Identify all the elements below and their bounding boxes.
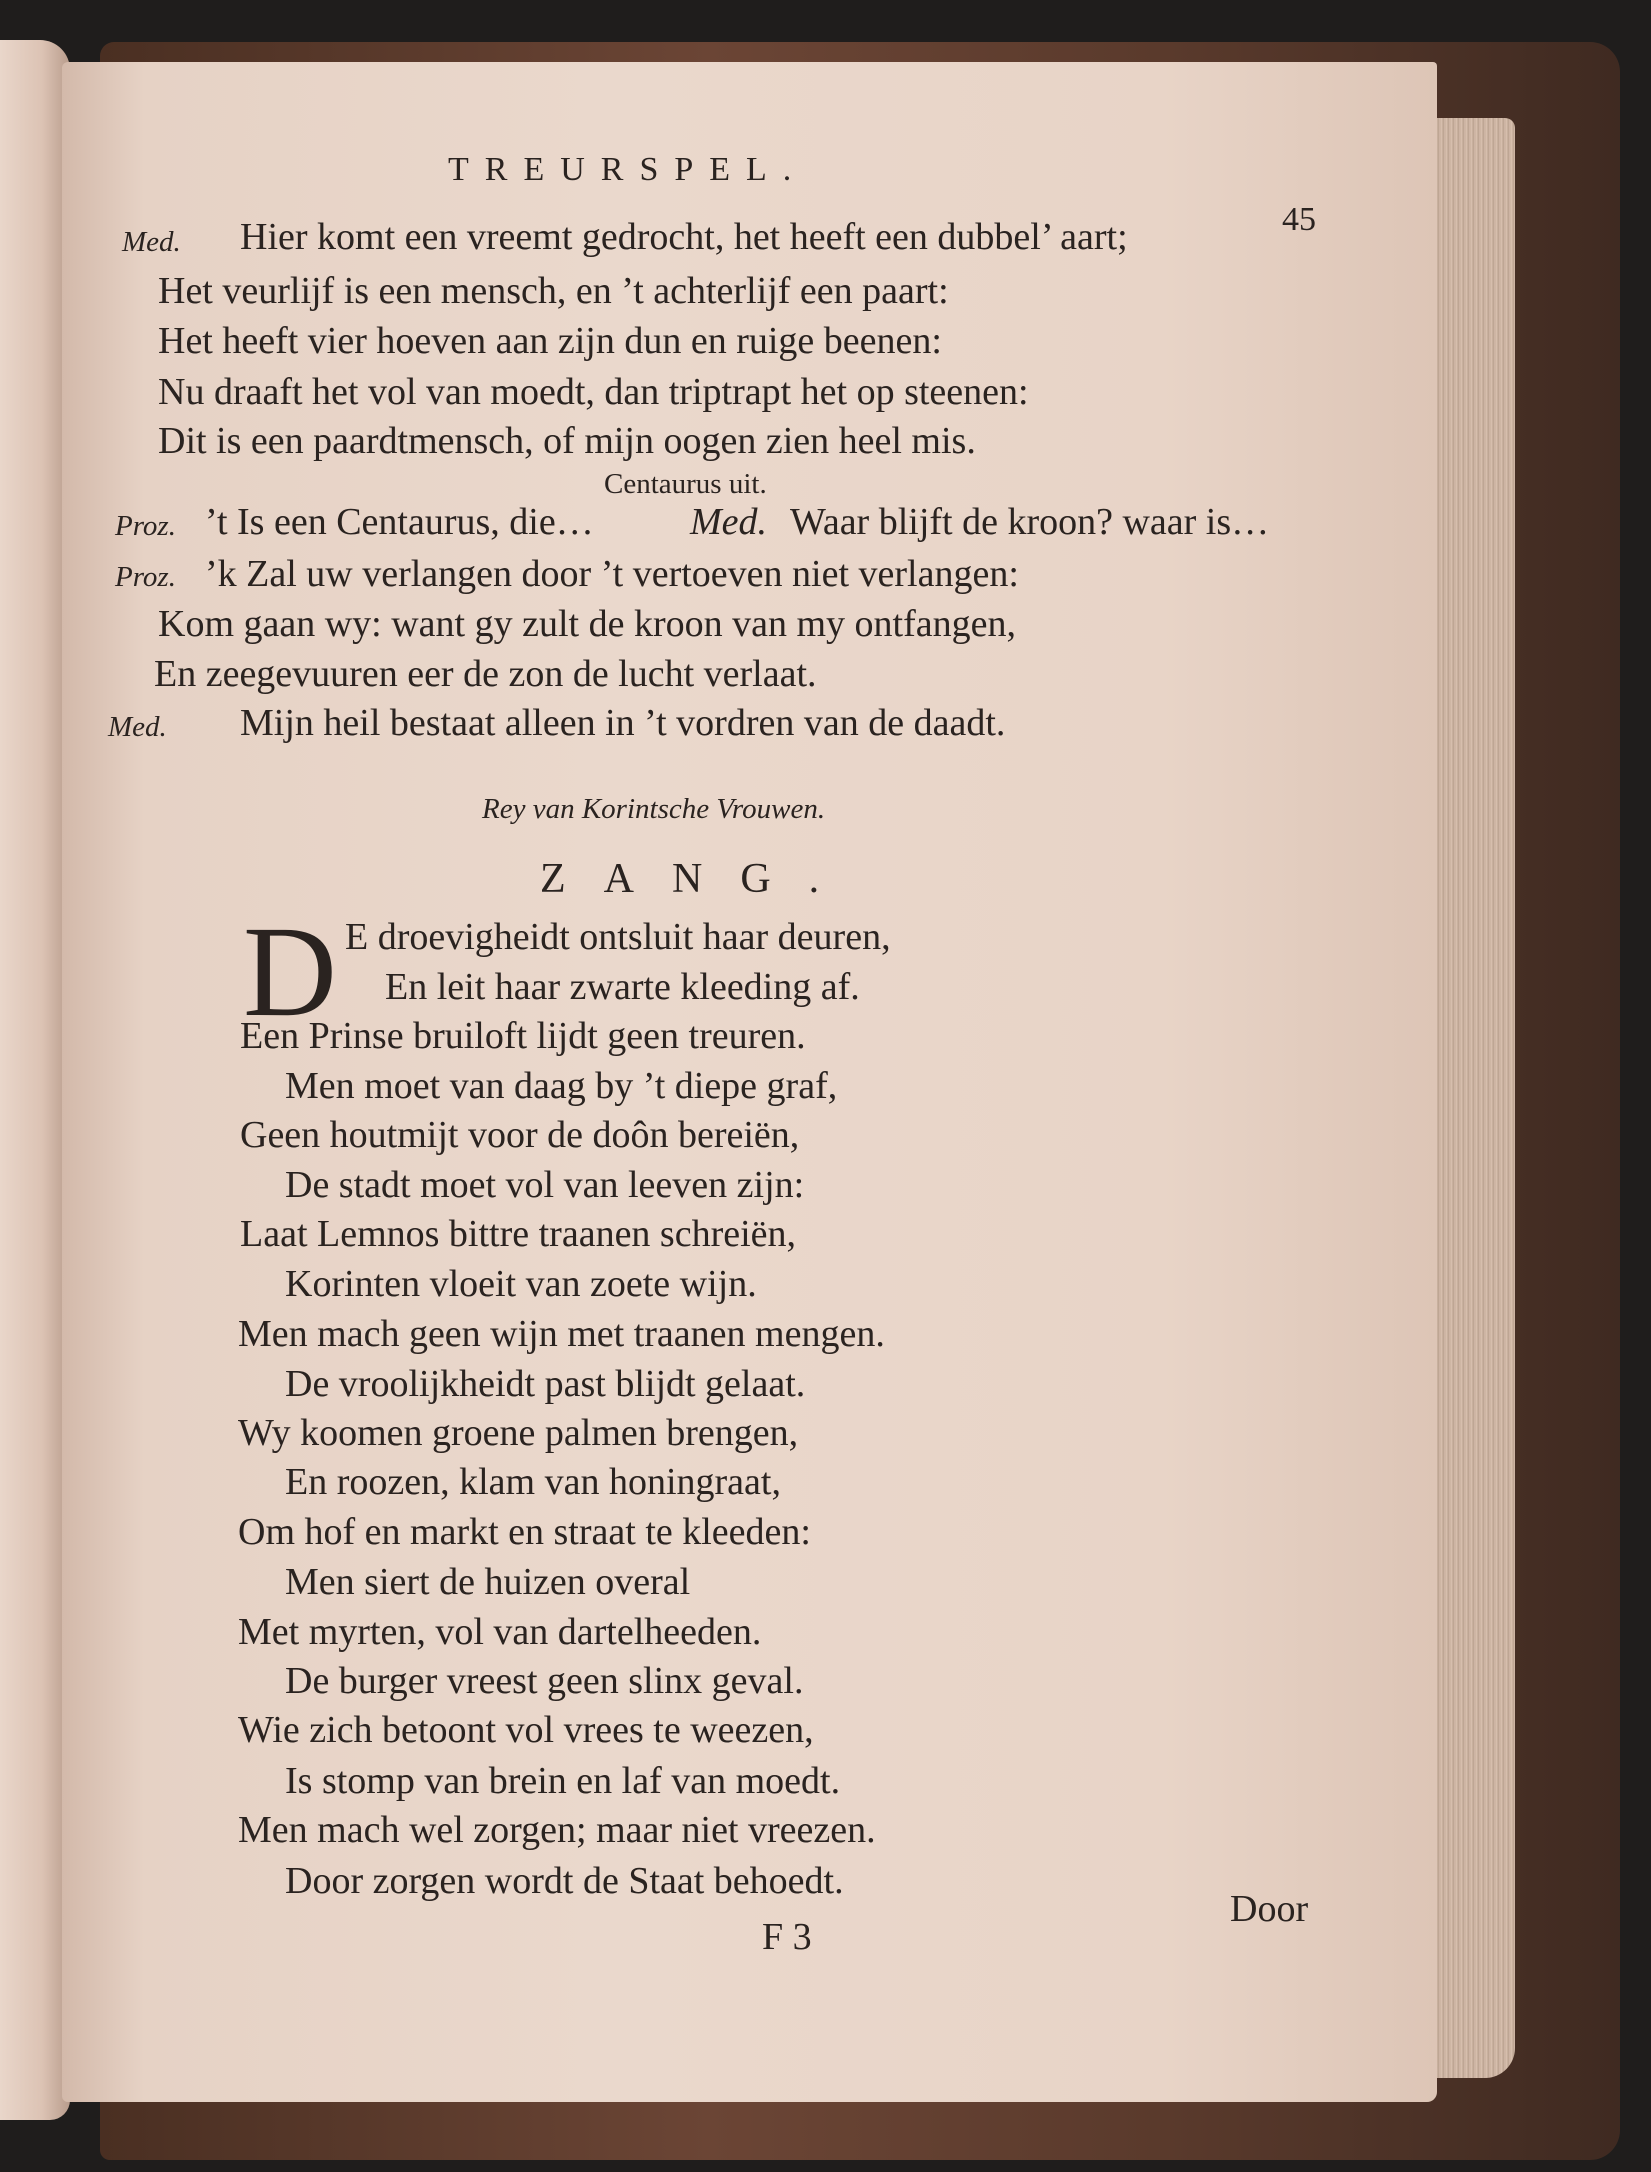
song-line: Geen houtmijt voor de doôn bereiën, <box>240 1114 800 1156</box>
chorus-title: Rey van Korintsche Vrouwen. <box>482 793 826 825</box>
verse-line: Nu draaft het vol van moedt, dan triptrapt het op steenen: <box>158 371 1029 413</box>
song-line: En roozen, klam van honingraat, <box>285 1461 781 1503</box>
speaker-label: Proz. <box>115 510 176 542</box>
song-line: Men mach wel zorgen; maar niet vreezen. <box>238 1809 876 1851</box>
verse-line: Hier komt een vreemt gedrocht, het heeft een dubbel’ aart; <box>240 216 1128 258</box>
song-line: Een Prinse bruiloft lijdt geen treuren. <box>240 1015 806 1057</box>
song-line: Wie zich betoont vol vrees te weezen, <box>238 1709 814 1751</box>
song-line: Korinten vloeit van zoete wijn. <box>285 1263 757 1305</box>
song-line: E droevigheidt ontsluit haar deuren, <box>345 916 891 958</box>
song-line: Laat Lemnos bittre traanen schreiën, <box>240 1213 797 1255</box>
song-line: Met myrten, vol van dartelheeden. <box>238 1611 762 1653</box>
song-line: De burger vreest geen slinx geval. <box>285 1660 804 1702</box>
song-line: En leit haar zwarte kleeding af. <box>385 966 860 1008</box>
drop-cap: D <box>243 900 337 1044</box>
song-line: Men mach geen wijn met traanen mengen. <box>238 1313 885 1355</box>
song-line: Is stomp van brein en laf van moedt. <box>285 1760 841 1802</box>
verse-line: Waar blijft de kroon? waar is… <box>790 501 1270 543</box>
song-line: Om hof en markt en straat te kleeden: <box>238 1511 811 1553</box>
verse-line: Het heeft vier hoeven aan zijn dun en ruige beenen: <box>158 320 942 362</box>
catchword: Door <box>1230 1888 1309 1930</box>
speaker-label: Proz. <box>115 561 176 593</box>
signature-mark: F 3 <box>762 1916 812 1958</box>
song-line: De vroolijkheidt past blijdt gelaat. <box>285 1363 806 1405</box>
song-line: Door zorgen wordt de Staat behoedt. <box>285 1860 844 1902</box>
song-line: Wy koomen groene palmen brengen, <box>238 1412 799 1454</box>
song-title: ZANG. <box>540 856 858 902</box>
speaker-label: Med. <box>122 226 181 258</box>
running-title: TREURSPEL. <box>448 151 808 188</box>
stage-direction: Centaurus uit. <box>604 468 767 500</box>
song-line: De stadt moet vol van leeven zijn: <box>285 1164 805 1206</box>
song-line: Men siert de huizen overal <box>285 1561 691 1603</box>
song-line: Men moet van daag by ’t diepe graf, <box>285 1065 838 1107</box>
verse-line: Kom gaan wy: want gy zult de kroon van my ontfangen, <box>158 603 1016 645</box>
left-page-edge <box>0 40 70 2120</box>
verse-line: Het veurlijf is een mensch, en ’t achterlijf een paart: <box>158 270 949 312</box>
verse-line: En zeegevuuren eer de zon de lucht verlaat. <box>154 653 817 695</box>
speaker-label: Med. <box>690 501 768 543</box>
page-number: 45 <box>1282 201 1316 238</box>
verse-line: Dit is een paardtmensch, of mijn oogen zien heel mis. <box>158 420 976 462</box>
verse-line: ’t Is een Centaurus, die… <box>205 501 594 543</box>
verse-line: ’k Zal uw verlangen door ’t vertoeven niet verlangen: <box>205 553 1019 595</box>
verse-line: Mijn heil bestaat alleen in ’t vordren van de daadt. <box>240 702 1006 744</box>
speaker-label: Med. <box>108 711 167 743</box>
